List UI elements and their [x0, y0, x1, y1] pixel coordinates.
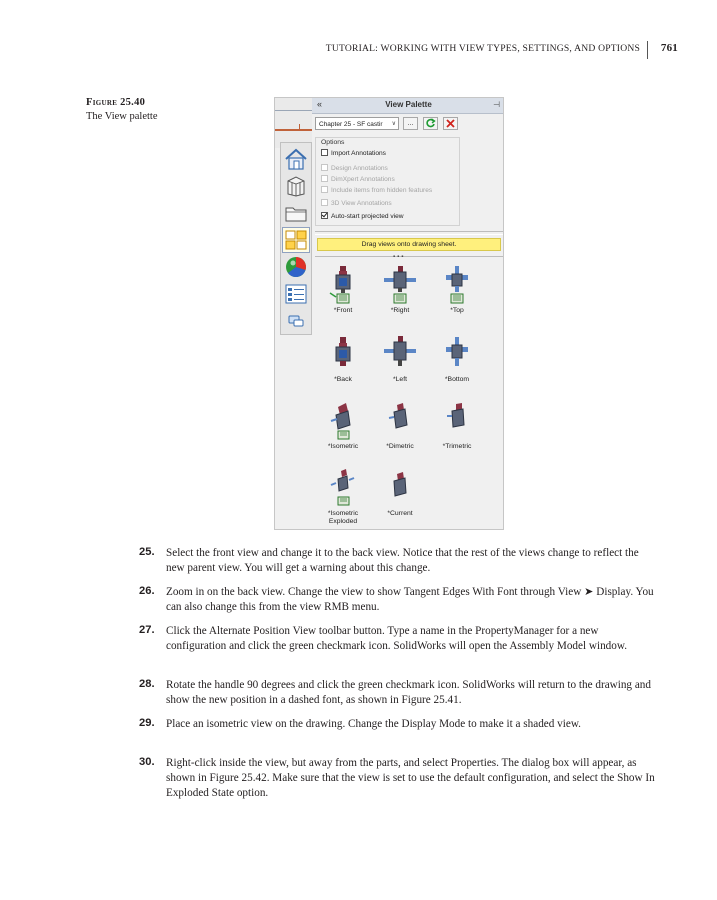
view-thumb-bottom[interactable]: [428, 334, 486, 396]
step-text: Select the front view and change it to the back view. Notice that the rest of the views change to reflect the new parent view. You will get a warning about this change.: [166, 547, 639, 574]
library-icon: [284, 175, 308, 197]
pin-icon[interactable]: ⊣: [493, 100, 500, 109]
appearances-ball-icon: [284, 255, 308, 279]
option-3d-view-annotations[interactable]: 3D View Annotations: [321, 199, 392, 209]
part-dimetric-view-icon: [385, 401, 415, 441]
palette-title-bar: [312, 98, 504, 114]
view-thumb-right[interactable]: [371, 265, 429, 327]
checkbox[interactable]: [321, 186, 328, 193]
view-thumb-top[interactable]: [428, 265, 486, 327]
drawing-area-edge: [275, 98, 312, 148]
view-thumb-back[interactable]: [314, 334, 372, 396]
task-pane-tabs: [280, 142, 312, 335]
view-palette-icon: [284, 229, 308, 251]
running-header: [300, 41, 678, 57]
tab-solidworks-resources[interactable]: [283, 147, 309, 171]
document-select-value: Chapter 25 - SF castir: [319, 121, 383, 128]
view-thumb-current[interactable]: [371, 468, 429, 530]
document-select[interactable]: [315, 117, 399, 130]
view-label: *Front: [333, 307, 353, 314]
view-label: *Dimetric: [386, 443, 414, 450]
step-number: 26.: [139, 585, 155, 597]
folder-icon: [284, 202, 308, 224]
step-number: 25.: [139, 546, 155, 558]
section-divider: [315, 231, 503, 235]
tab-view-palette[interactable]: [283, 228, 309, 252]
options-label: Options: [321, 139, 345, 146]
option-include-hidden-features[interactable]: Include items from hidden features: [321, 186, 432, 196]
option-dimxpert-annotations[interactable]: DimXpert Annotations: [321, 175, 395, 185]
checkbox[interactable]: [321, 199, 328, 206]
chevron-down-icon: ∨: [391, 121, 396, 127]
view-label: *Left: [393, 376, 407, 383]
part-back-view-icon: [328, 334, 358, 374]
view-label: *Current: [387, 510, 413, 517]
browse-button[interactable]: ...: [403, 117, 418, 130]
close-icon: [445, 118, 456, 129]
part-right-view-icon: [382, 265, 418, 305]
option-design-annotations[interactable]: Design Annotations: [321, 164, 388, 174]
part-bottom-view-icon: [442, 334, 472, 374]
refresh-button[interactable]: [423, 117, 438, 130]
checkbox[interactable]: [321, 164, 328, 171]
part-trimetric-view-icon: [442, 401, 472, 441]
properties-list-icon: [284, 283, 308, 305]
view-thumb-left[interactable]: [371, 334, 429, 396]
view-thumb-dimetric[interactable]: [371, 401, 429, 463]
step-text: Place an isometric view on the drawing. Change the Display Mode to make it a shaded view.: [166, 718, 581, 730]
view-thumb-isometric[interactable]: [314, 401, 372, 463]
forum-chat-icon: [284, 310, 308, 332]
view-label-line2: Exploded: [328, 518, 358, 525]
part-current-view-icon: [385, 468, 415, 508]
checkbox[interactable]: [321, 175, 328, 182]
view-palette-screenshot: [274, 97, 504, 530]
view-label-line1: *Isometric: [327, 510, 359, 517]
options-group: [315, 137, 460, 226]
part-front-view-icon: [328, 265, 358, 305]
part-top-view-icon: [442, 265, 472, 305]
step-text: Right-click inside the view, but away from the parts, and select Properties. The dialog box will appear, as shown in Figure 25.42. Make sure that the view is set to use the default configuration, and select the Show In Exploded State option.: [166, 757, 655, 799]
page-number: 761: [660, 42, 678, 54]
step-text: Rotate the handle 90 degrees and click the green checkmark icon. SolidWorks will return to the drawing and show the new position in a dashed font, as shown in Figure 25.41.: [166, 679, 651, 706]
step-number: 30.: [139, 756, 155, 768]
step-number: 29.: [139, 717, 155, 729]
view-label: *Right: [390, 307, 410, 314]
running-title: TUTORIAL: WORKING WITH VIEW TYPES, SETTINGS, AND OPTIONS: [325, 43, 640, 54]
part-isometric-view-icon: [328, 401, 358, 441]
header-divider: [647, 41, 648, 59]
view-label: *Trimetric: [442, 443, 472, 450]
view-thumb-front[interactable]: [314, 265, 372, 327]
checkbox[interactable]: [321, 149, 328, 156]
tab-appearances[interactable]: [283, 255, 309, 279]
palette-title: View Palette: [385, 100, 432, 109]
drag-hint-banner: Drag views onto drawing sheet.: [317, 238, 501, 251]
step-text: Zoom in on the back view. Change the view to show Tangent Edges With Font through View ➤ Display. You can also change this from the view RMB menu.: [166, 586, 654, 613]
figure-label: Figure 25.40: [86, 97, 146, 108]
option-import-annotations[interactable]: Import Annotations: [321, 149, 386, 159]
part-left-view-icon: [382, 334, 418, 374]
splitter-grip[interactable]: ▪▪▪: [393, 254, 406, 260]
tab-forum[interactable]: [283, 309, 309, 333]
view-label: *Top: [450, 307, 464, 314]
clear-button[interactable]: [443, 117, 458, 130]
view-label: *Bottom: [444, 376, 470, 383]
view-thumb-trimetric[interactable]: [428, 401, 486, 463]
view-thumb-isometric-exploded[interactable]: [314, 468, 372, 530]
section-divider: [315, 256, 503, 259]
home-icon: [284, 148, 308, 170]
step-text: Click the Alternate Position View toolbar button. Type a name in the PropertyManager for a new configuration and click the green checkmark icon. SolidWorks will open the Assembly Model window.: [166, 625, 627, 652]
part-exploded-view-icon: [328, 468, 358, 508]
tab-custom-properties[interactable]: [283, 282, 309, 306]
collapse-icon[interactable]: «: [317, 99, 323, 109]
view-label: *Isometric: [327, 443, 359, 450]
tab-file-explorer[interactable]: [283, 201, 309, 225]
option-auto-start-projected-view[interactable]: Auto-start projected view: [321, 212, 404, 222]
checkbox-checked[interactable]: [321, 212, 328, 219]
tab-design-library[interactable]: [283, 174, 309, 198]
step-number: 28.: [139, 678, 155, 690]
step-number: 27.: [139, 624, 155, 636]
figure-caption: The View palette: [86, 111, 158, 122]
refresh-icon: [425, 118, 436, 129]
view-label: *Back: [334, 376, 352, 383]
